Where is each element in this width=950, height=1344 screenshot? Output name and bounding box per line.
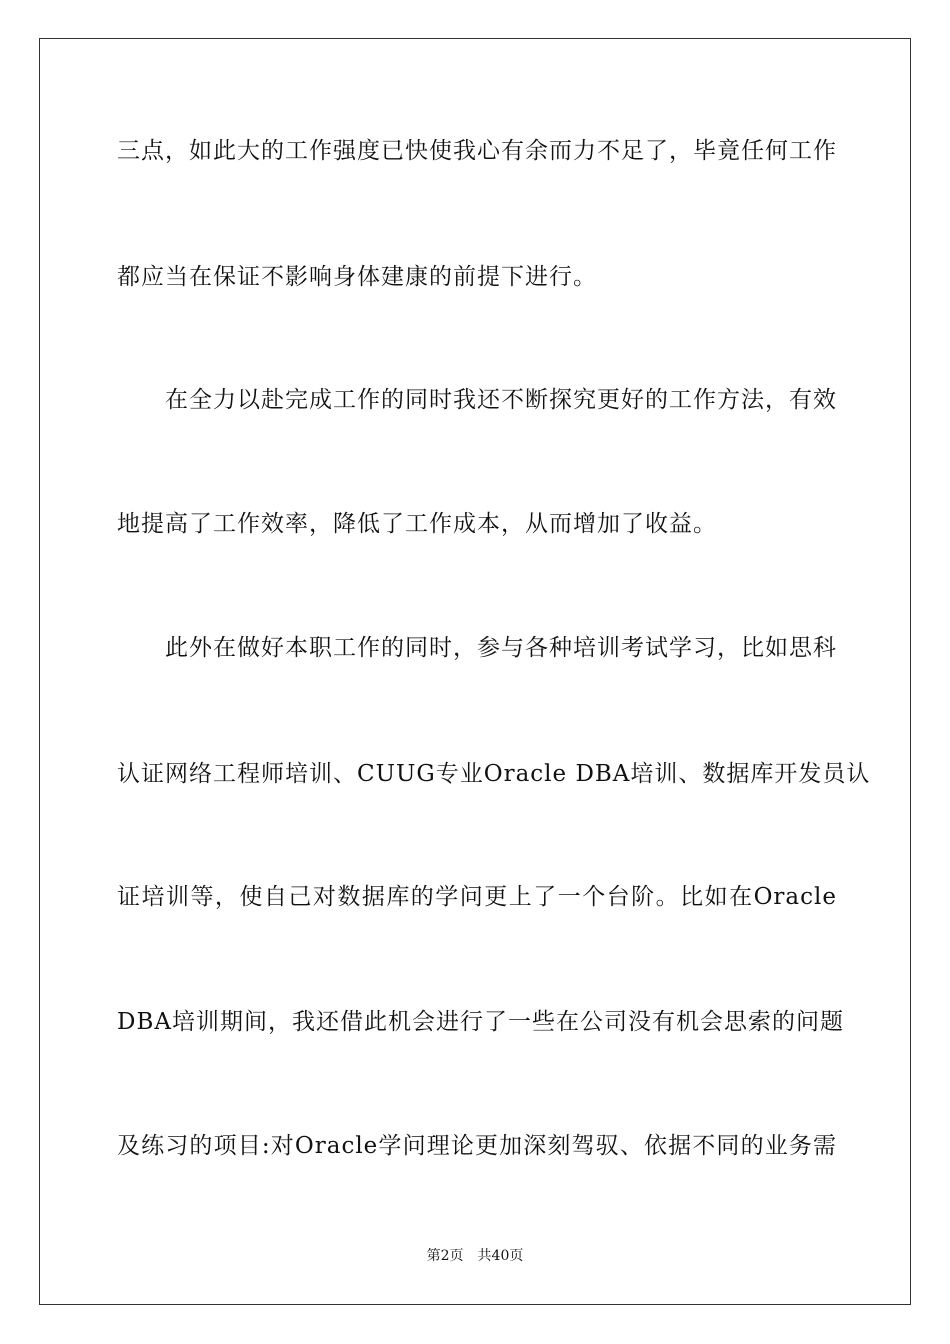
- text-line-7: 证培训等，使自己对数据库的学问更上了一个台阶。比如在Oracle: [117, 884, 837, 910]
- text-line-9: 及练习的项目:对Oracle学问理论更加深刻驾驭、依据不同的业务需: [117, 1133, 837, 1159]
- text-line-3: 在全力以赴完成工作的同时我还不断探究更好的工作方法，有效: [165, 387, 837, 413]
- text-line-1: 三点，如此大的工作强度已快使我心有余而力不足了，毕竟任何工作: [117, 138, 837, 164]
- page-total: 共40页: [477, 1248, 524, 1264]
- text-line-4: 地提高了工作效率，降低了工作成本，从而增加了收益。: [117, 511, 717, 537]
- text-line-6: 认证网络工程师培训、CUUG专业Oracle DBA培训、数据库开发员认: [117, 761, 871, 787]
- text-line-5: 此外在做好本职工作的同时，参与各种培训考试学习，比如思科: [165, 635, 837, 661]
- text-line-8: DBA培训期间，我还借此机会进行了一些在公司没有机会思索的问题: [117, 1009, 844, 1035]
- text-line-2: 都应当在保证不影响身体建康的前提下进行。: [117, 264, 597, 290]
- page-number: 第2页: [426, 1248, 464, 1264]
- page-frame: [39, 38, 911, 1305]
- page-footer: [0, 1247, 950, 1265]
